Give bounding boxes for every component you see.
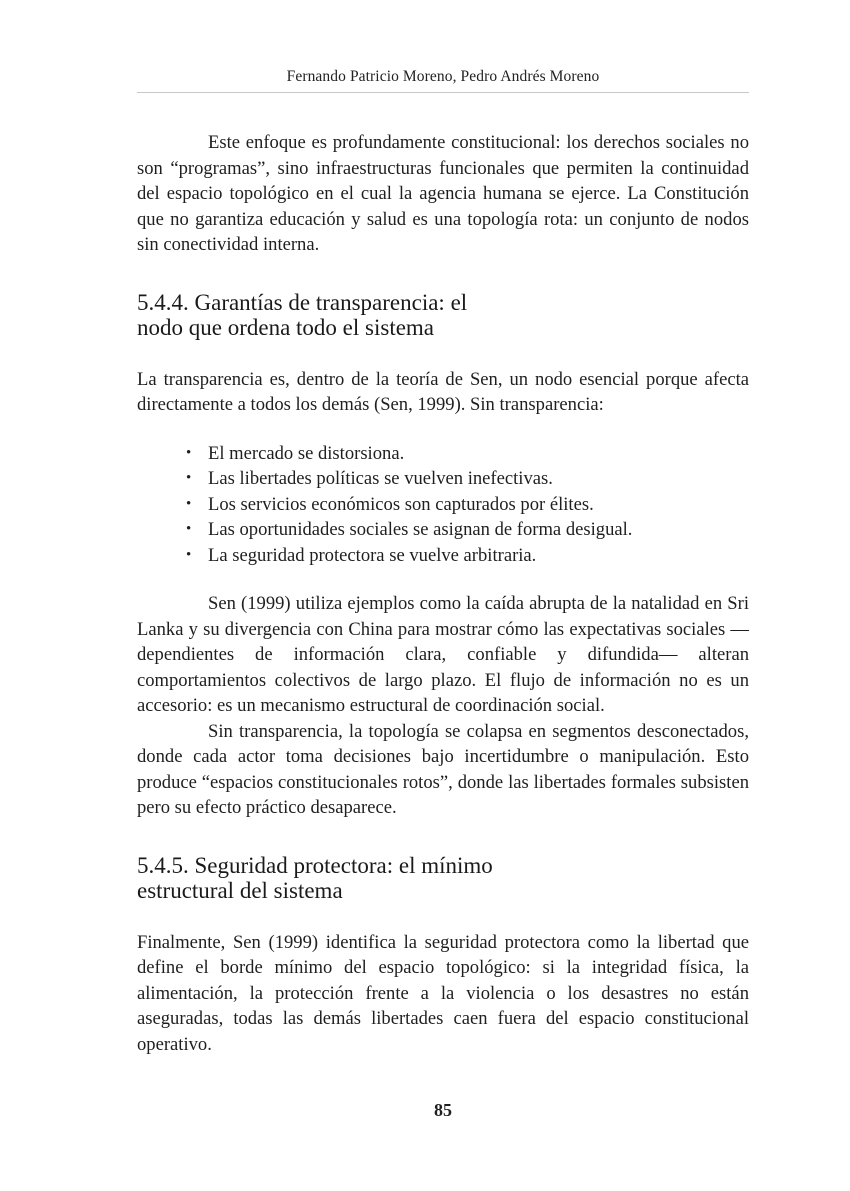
running-header-authors: Fernando Patricio Moreno, Pedro Andrés Moreno — [286, 68, 600, 85]
list-item: • Las libertades políticas se vuelven inefectivas. — [186, 466, 749, 492]
paragraph-transparency-intro: La transparencia es, dentro de la teoría de Sen, un nodo esencial porque afecta directamente a todos los demás (Sen, 1999). Sin transparencia: — [137, 368, 749, 415]
header-divider — [137, 92, 749, 93]
list-item: • El mercado se distorsiona. — [186, 441, 749, 467]
section-heading-5-4-5-line-2: estructural del sistema — [137, 877, 343, 903]
bullet-marker: • — [186, 470, 192, 486]
list-item: • La seguridad protectora se vuelve arbitraria. — [186, 543, 749, 569]
section-heading-5-4-5-line-1: 5.4.5. Seguridad protectora: el mínimo — [137, 852, 493, 878]
bullet-marker: • — [186, 444, 192, 461]
page-body — [137, 130, 749, 1057]
paragraph-broken-topology: Sin transparencia, la topología se colapsa en segmentos desconectados, donde cada actor toma decisiones bajo incertidumbre o manipulación. Esto produce “espacios constitucionales rotos”, donde las libertades formales subsisten pero su efecto práctico desaparece. — [137, 720, 749, 818]
section-heading-5-4-4-line-2: nodo que ordena todo el sistema — [137, 314, 435, 340]
page-number: 85 — [434, 1100, 452, 1120]
bullet-list-without-transparency — [137, 441, 749, 569]
list-item: • Los servicios económicos son capturados por élites. — [186, 492, 749, 518]
bullet-marker: • — [186, 495, 192, 512]
paragraph-sri-lanka-example: Sen (1999) utiliza ejemplos como la caída abrupta de la natalidad en Sri Lanka y su divergencia con China para mostrar cómo las expectativas sociales —dependientes de información clara, confiable y difundida— alteran comportamientos colectivos de largo plazo. El flujo de información no es un accesorio: es un mecanismo estructural de coordinación social. — [137, 593, 749, 716]
section-heading-5-4-4 — [137, 290, 749, 340]
bullet-marker: • — [186, 546, 192, 563]
list-item: • Las oportunidades sociales se asignan de forma desigual. — [186, 517, 749, 543]
paragraph-constitutional-approach: Este enfoque es profundamente constitucional: los derechos sociales no son “programas”, sino infraestructuras funcionales que permiten la continuidad del espacio topológico en el cual la agencia humana se ejerce. La Constitución que no garantiza educación y salud es una topología rota: un conjunto de nodos sin conectividad interna. — [137, 132, 749, 255]
section-heading-5-4-4-line-1: 5.4.4. Garantías de transparencia: el — [137, 289, 468, 315]
paragraph-protective-security: Finalmente, Sen (1999) identifica la seguridad protectora como la libertad que define el borde mínimo del espacio topológico: si la integridad física, la alimentación, la protección frente a la violencia o los desastres no están aseguradas, todas las demás libertades caen fuera del espacio constitucional operativo. — [137, 931, 749, 1055]
section-heading-5-4-5 — [137, 853, 749, 903]
bullet-marker: • — [186, 521, 192, 537]
